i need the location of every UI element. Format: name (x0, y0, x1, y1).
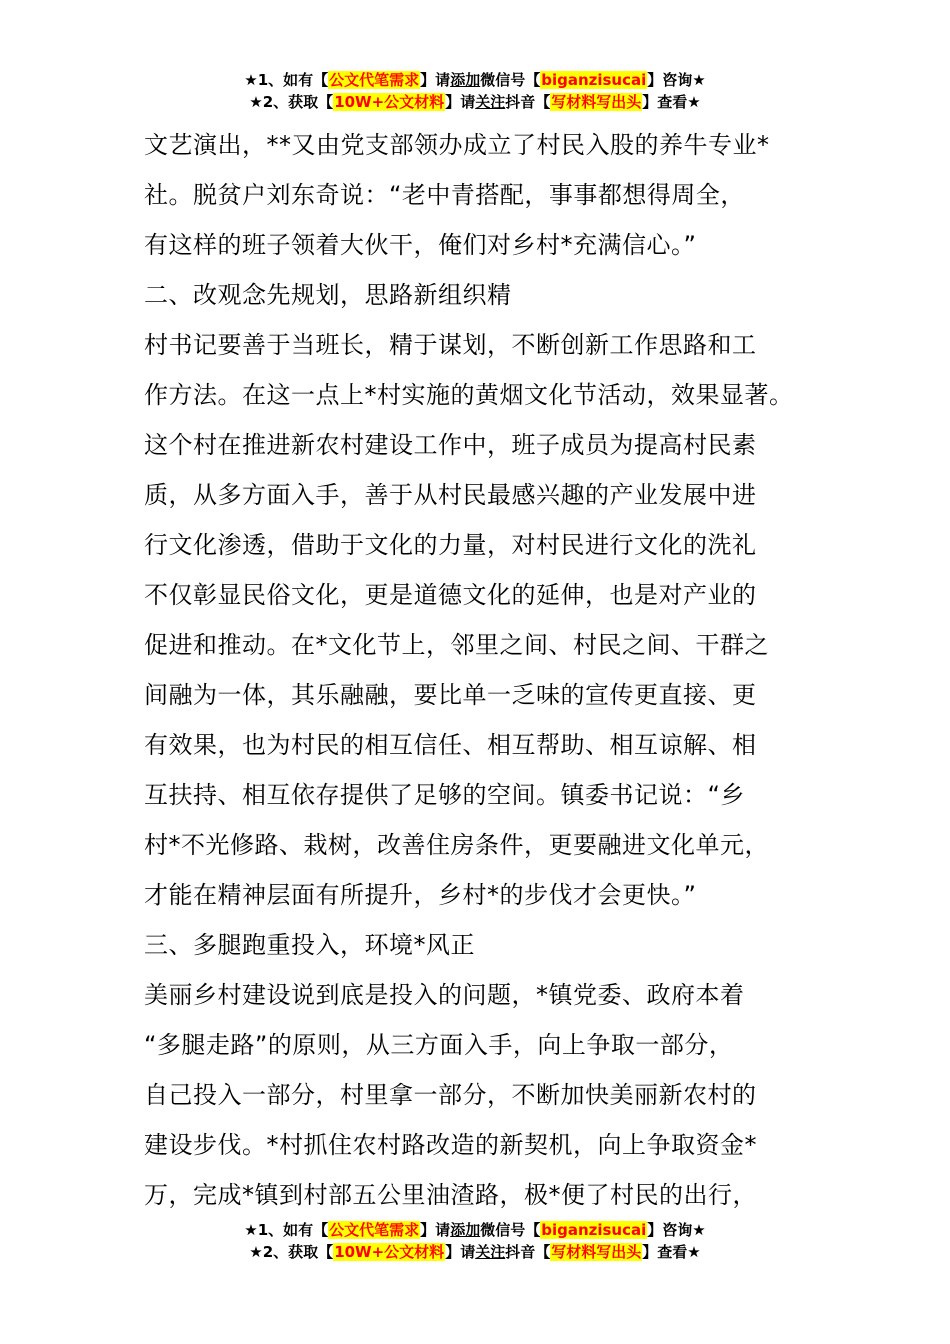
body-line: 行文化渗透，借助于文化的力量，对村民进行文化的洗礼 (144, 531, 757, 559)
body-line: 美丽乡村建设说到底是投入的问题，*镇党委、政府本着 (144, 981, 745, 1009)
body-line: “多腿走路”的原则，从三方面入手，向上争取一部分， (144, 1031, 734, 1059)
banner-line-materials: ★2、获取【10W+公文材料】请关注抖音【写材料写出头】查看★ (249, 93, 701, 111)
body-line: 有这样的班子领着大伙干，俺们对乡村*充满信心。” (144, 231, 697, 259)
body-line: 社。脱贫户刘东奇说：“老中青搭配，事事都想得周全， (144, 181, 745, 209)
body-line: 质，从多方面入手，善于从村民最感兴趣的产业发展中进 (144, 481, 757, 509)
body-line: 有效果，也为村民的相互信任、相互帮助、相互谅解、相 (144, 731, 757, 759)
highlight-service: 公文代笔需求 (329, 1221, 420, 1239)
body-line: 间融为一体，其乐融融，要比单一乏味的宣传更直接、更 (144, 681, 757, 709)
highlight-douyin-account: 写材料写出头 (551, 93, 642, 111)
section-heading-3: 三、多腿跑重投入，环境*风正 (144, 931, 475, 959)
banner-line-materials: ★2、获取【10W+公文材料】请关注抖音【写材料写出头】查看★ (249, 1243, 701, 1261)
highlight-wechat-id: biganzisucai (541, 71, 647, 89)
body-line: 建设步伐。*村抓住农村路改造的新契机，向上争取资金* (144, 1131, 757, 1159)
highlight-service: 公文代笔需求 (329, 71, 420, 89)
body-line: 万，完成*镇到村部五公里油渣路，极*便了村民的出行， (144, 1181, 757, 1209)
body-line: 村*不光修路、栽树，改善住房条件，更要融进文化单元， (144, 831, 769, 859)
document-body (144, 120, 824, 1220)
footer-banner (0, 1219, 950, 1263)
section-heading-2: 二、改观念先规划，思路新组织精 (144, 281, 512, 309)
body-line: 才能在精神层面有所提升，乡村*的步伐才会更快。” (144, 881, 697, 909)
header-banner (0, 69, 950, 113)
highlight-materials: 10W+公文材料 (334, 93, 445, 111)
body-line: 自己投入一部分，村里拿一部分，不断加快美丽新农村的 (144, 1081, 757, 1109)
body-line: 作方法。在这一点上*村实施的黄烟文化节活动，效果显著。 (144, 381, 794, 409)
body-line: 文艺演出，**又由党支部领办成立了村民入股的养牛专业* (144, 131, 770, 159)
highlight-wechat-id: biganzisucai (541, 1221, 647, 1239)
banner-line-consult: ★1、如有【公文代笔需求】请添加微信号【biganzisucai】咨询★ (244, 71, 706, 89)
highlight-materials: 10W+公文材料 (334, 1243, 445, 1261)
body-line: 这个村在推进新农村建设工作中，班子成员为提高村民素 (144, 431, 757, 459)
banner-line-consult: ★1、如有【公文代笔需求】请添加微信号【biganzisucai】咨询★ (244, 1221, 706, 1239)
body-line: 不仅彰显民俗文化，更是道德文化的延伸，也是对产业的 (144, 581, 757, 609)
body-line: 促进和推动。在*文化节上，邻里之间、村民之间、干群之 (144, 631, 769, 659)
highlight-douyin-account: 写材料写出头 (551, 1243, 642, 1261)
body-line: 互扶持、相互依存提供了足够的空间。镇委书记说：“乡 (144, 781, 745, 809)
body-line: 村书记要善于当班长，精于谋划，不断创新工作思路和工 (144, 331, 757, 359)
